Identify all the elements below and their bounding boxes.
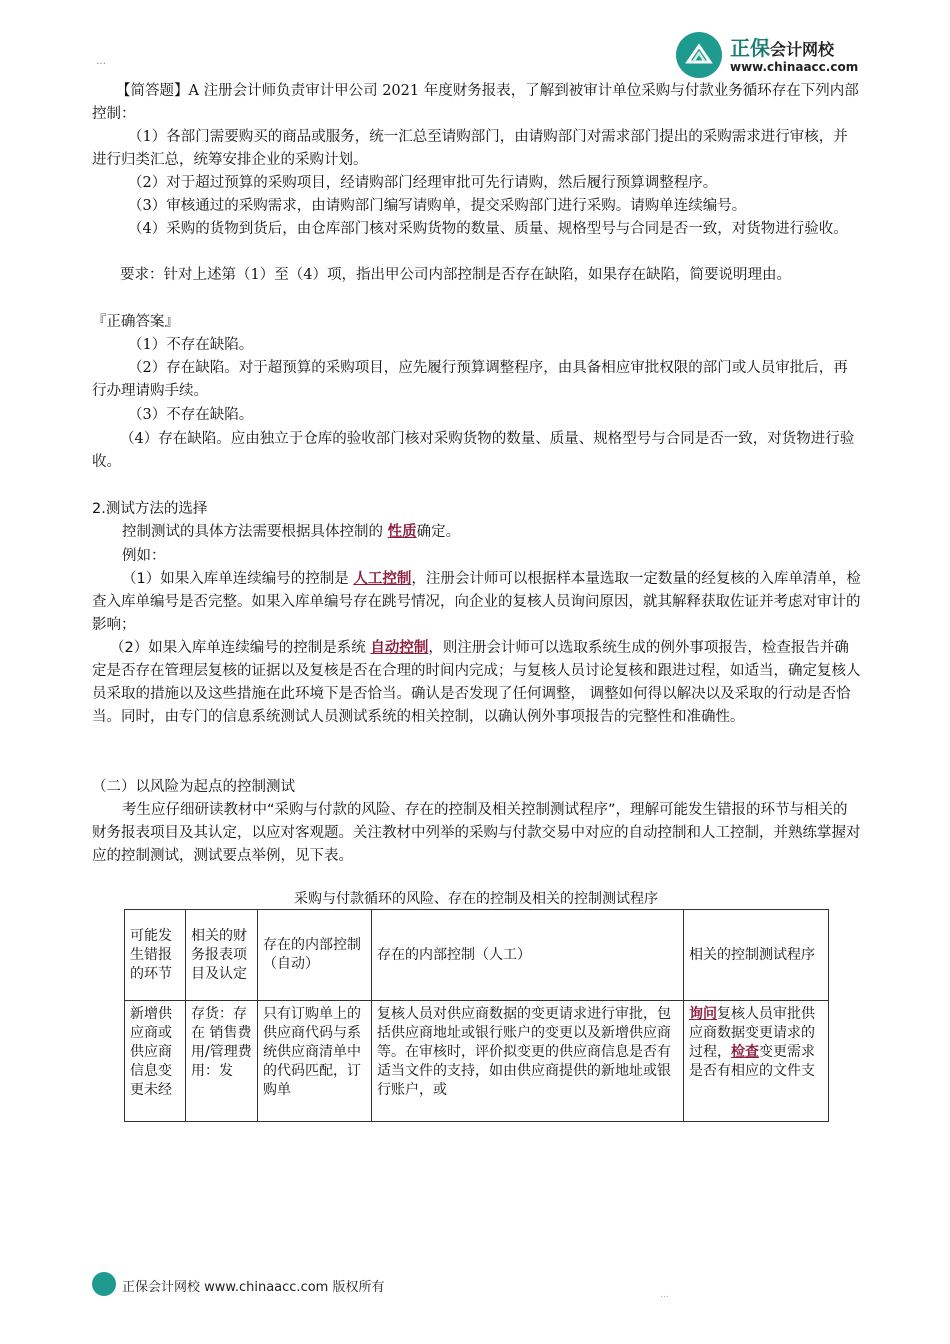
table-header-cell: 可能发生错报的环节 [125,910,186,1001]
table-cell: 询问复核人员审批供应商数据变更请求的过程，检查变更需求是否有相应的文件支 [684,1001,829,1122]
answer-item-1: （1）不存在缺陷。 [128,337,254,353]
section2-example-1: （1）如果入库单连续编号的控制是 人工控制，注册会计师可以根据样本量选取一定数量的经复核的入库单清单，检查入库单编号是否完整。如果入库单编号存在跳号情况，向企业的复核人员询问原因，就其解释获取佐证并考虑对审计的影响； [92,571,861,633]
question-requirement: 要求：针对上述第（1）至（4）项，指出甲公司内部控制是否存在缺陷，如果存在缺陷，简要说明理由。 [120,267,791,283]
footer-logo-icon [92,1272,116,1296]
table-caption: 采购与付款循环的风险、存在的控制及相关的控制测试程序 [294,891,658,907]
table-cell: 复核人员对供应商数据的变更请求进行审批，包括供应商地址或银行账户的变更以及新增供应商等。在审核时，评价拟变更的供应商信息是否有适当文件的支持，如由供应商提供的新地址或银行账户，或 [372,1001,684,1122]
answer-heading: 『正确答案』 [92,314,179,330]
section2-example: 例如： [122,548,166,564]
table-header-cell: 存在的内部控制（自动） [258,910,372,1001]
question-item-2: （2）对于超过预算的采购项目，经请购部门经理审批可先行请购，然后履行预算调整程序。 [128,175,718,191]
question-item-1: （1）各部门需要购买的商品或服务，统一汇总至请购部门，由请购部门对需求部门提出的采购需求进行审核，并进行归类汇总，统筹安排企业的采购计划。 [92,129,848,168]
link-auto-control[interactable]: 自动控制 [370,640,429,656]
table-cell: 新增供应商或供应商信息变更未经 [125,1001,186,1122]
link-manual-control[interactable]: 人工控制 [353,571,412,587]
table-header-cell: 相关的财务报表项目及认定 [186,910,258,1001]
table-header-row [125,910,829,1001]
question-item-4: （4）采购的货物到货后，由仓库部门核对采购货物的数量、质量、规格型号与合同是否一致，对货物进行验收。 [128,221,848,237]
logo-url: www.chinaacc.com [730,60,859,74]
link-inspect[interactable]: 检查 [731,1044,759,1060]
brand-logo [676,30,866,80]
logo-emblem-icon [676,32,722,78]
table-row [125,1001,829,1122]
table-header-cell: 存在的内部控制（人工） [372,910,684,1001]
control-test-table [124,909,829,1122]
table-header-cell: 相关的控制测试程序 [684,910,829,1001]
section3-title: （二）以风险为起点的控制测试 [92,779,295,795]
footer-mark: … [660,1290,669,1300]
footer-text: 正保会计网校 www.chinaacc.com 版权所有 [122,1280,385,1295]
logo-brand-text: 正保会计网校 [730,36,835,60]
top-mark: … [96,56,106,67]
question-item-3: （3）审核通过的采购需求，由请购部门编写请购单，提交采购部门进行采购。请购单连续编号。 [128,198,747,214]
answer-item-4: （4）存在缺陷。应由独立于仓库的验收部门核对采购货物的数量、质量、规格型号与合同是否一致，对货物进行验收。 [92,431,855,470]
link-inquire[interactable]: 询问 [689,1006,717,1022]
table-cell: 存货：存在 销售费用/管理费用：发 [186,1001,258,1122]
link-nature[interactable]: 性质 [387,524,417,540]
table-cell: 只有订购单上的供应商代码与系统供应商清单中的代码匹配，订购单 [258,1001,372,1122]
section2-line1: 控制测试的具体方法需要根据具体控制的 性质确定。 [122,524,461,540]
answer-item-3: （3）不存在缺陷。 [128,407,254,423]
section2-example-2: （2）如果入库单连续编号的控制是系统 自动控制，则注册会计师可以选取系统生成的例外事项报告，检查报告并确定是否存在管理层复核的证据以及复核是否在合理的时间内完成；与复核人员讨论复核和跟进过程，如适当，确定复核人员采取的措施以及这些措施在此环境下是否恰当。确认是否发现了任何调整， 调整如何得以解决以及采取的行动是否恰当。同时，由专门的信息系统测试人员测试系统的相关控制，以确认例外事项报告的完整性和准确性。 [92,640,861,725]
question-intro: 【简答题】A 注册会计师负责审计甲公司 2021 年度财务报表，了解到被审计单位采购与付款业务循环存在下列内部控制： [92,83,859,122]
answer-item-2: （2）存在缺陷。对于超预算的采购项目，应先履行预算调整程序，由具备相应审批权限的部门或人员审批后，再行办理请购手续。 [92,360,848,399]
section3-body: 考生应仔细研读教材中“采购与付款的风险、存在的控制及相关控制测试程序”，理解可能发生错报的环节与相关的财务报表项目及其认定，以应对客观题。关注教材中列举的采购与付款交易中对应的自动控制和人工控制，并熟练掌握对应的控制测试，测试要点举例，见下表。 [92,802,861,864]
section2-title: 2.测试方法的选择 [92,501,208,517]
